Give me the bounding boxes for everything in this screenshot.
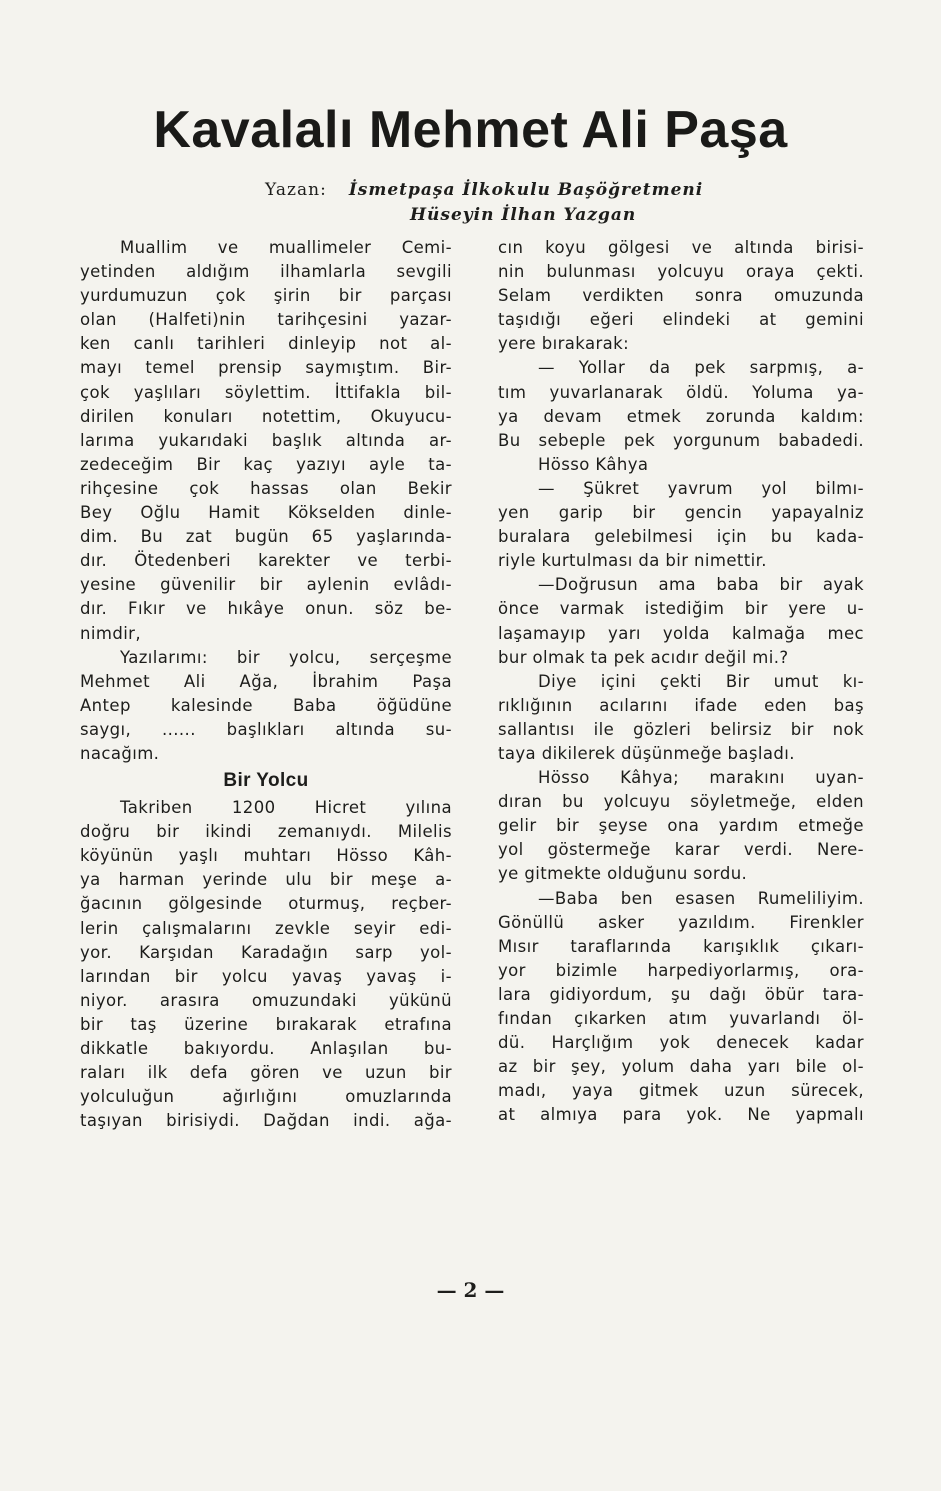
- text-line: doğru bir ikindi zemanıydı. Milelis: [80, 822, 452, 842]
- text-line: Hösso Kâhya; marakını uyan-: [538, 768, 864, 788]
- text-line: saygı, ...... başlıkları altında su-: [80, 719, 452, 739]
- text-line: Bu sebeple pek yorgunum babadedi.: [498, 430, 864, 450]
- article-title: Kavalalı Mehmet Ali Paşa: [153, 101, 788, 159]
- text-line: — Şükret yavrum yol bilmı-: [538, 478, 864, 498]
- text-line: nacağım.: [80, 743, 160, 763]
- text-line: taşıyan birisiydi. Dağdan indi. ağa-: [80, 1111, 452, 1131]
- text-line: yesine güvenilir bir aylenin evlâdı-: [80, 575, 452, 595]
- byline-name: Hüseyin İlhan Yazgan: [410, 205, 637, 225]
- text-line: yor bizimle harpediyorlarmış, ora-: [498, 960, 864, 980]
- text-line: ye gitmekte olduğunu sordu.: [498, 864, 748, 884]
- text-line: taya dikilerek düşünmeğe başladı.: [498, 743, 795, 763]
- text-line: Selam verdikten sonra omuzunda: [498, 286, 864, 306]
- page-number: — 2 —: [436, 1278, 505, 1302]
- byline-label: Yazan:: [265, 180, 327, 200]
- text-line: niyor. arasıra omuzundaki yükünü: [80, 990, 452, 1010]
- text-line: yere bırakarak:: [498, 334, 630, 354]
- text-line: köyünün yaşlı muhtarı Hösso Kâh-: [80, 846, 452, 866]
- text-line: taşıdığı eğeri elindeki at gemini: [498, 310, 864, 330]
- left-column: [80, 236, 452, 1133]
- text-line: çok yaşlıları söylettim. İttifakla bil-: [80, 382, 452, 402]
- text-line: ken canlı tarihleri dinleyip not al-: [80, 334, 452, 354]
- text-line: raları ilk defa gören ve uzun bir: [80, 1063, 452, 1083]
- text-line: Muallim ve muallimeler Cemi-: [120, 238, 452, 257]
- text-line: dikkatle bakıyordu. Anlaşılan bu-: [80, 1039, 452, 1058]
- text-line: Antep kalesinde Baba öğüdüne: [80, 695, 452, 715]
- text-line: bir taş üzerine bırakarak etrafına: [80, 1014, 452, 1034]
- text-line: yor. Karşıdan Karadağın sarp yol-: [80, 942, 452, 962]
- text-line: bur olmak ta pek acıdır değil mi.?: [498, 647, 789, 667]
- text-line: nimdir,: [80, 623, 142, 643]
- text-line: ya devam etmek zorunda kaldım:: [498, 406, 864, 426]
- text-line: —Doğrusun ama baba bir ayak: [538, 575, 864, 595]
- text-line: rıklığının acılarını ifade eden baş: [498, 695, 864, 715]
- text-line: dü. Harçlığım yok denecek kadar: [498, 1033, 864, 1053]
- text-line: gelir bir şeyse ona yardım etmeğe: [498, 816, 864, 836]
- text-line: az bir şey, yolum daha yarı bile ol-: [498, 1057, 864, 1077]
- text-line: yetinden aldığım ilhamlarla sevgili: [80, 262, 452, 282]
- text-line: laşamayıp yarı yolda kalmağa mec: [498, 623, 864, 643]
- text-line: Diye içini çekti Bir umut kı-: [538, 671, 864, 691]
- text-line: Gönüllü asker yazıldım. Firenkler: [498, 912, 864, 932]
- text-line: Mehmet Ali Ağa, İbrahim Paşa: [80, 671, 452, 691]
- text-line: yurdumuzun çok şirin bir parçası: [80, 286, 452, 306]
- text-line: larıma yukarıdaki başlık altında ar-: [80, 430, 452, 450]
- text-line: yen garip bir gencin yapayalniz: [498, 503, 864, 523]
- section-heading: Bir Yolcu: [223, 770, 309, 792]
- right-column: [498, 236, 864, 1127]
- text-line: mayı temel prensip saymıştım. Bir-: [80, 358, 452, 378]
- text-line: olan (Halfeti)nin tarihçesini yazar-: [80, 310, 452, 330]
- text-line: —Baba ben esasen Rumeliliyim.: [538, 888, 864, 908]
- text-line: Takriben 1200 Hicret yılına: [120, 798, 452, 818]
- text-line: fından çıkarken atım yuvarlandı öl-: [498, 1009, 864, 1028]
- text-line: riyle kurtulması da bir nimettir.: [498, 551, 767, 571]
- text-line: at almıya para yok. Ne yapmalı: [498, 1105, 864, 1125]
- text-line: — Yollar da pek sarpmış, a-: [538, 358, 864, 378]
- text-line: larından bir yolcu yavaş yavaş i-: [80, 966, 452, 986]
- text-line: rihçesine çok hassas olan Bekir: [80, 478, 452, 498]
- text-line: lerin çalışmalarını zevkle seyir edi-: [80, 918, 452, 938]
- byline: [265, 180, 703, 200]
- text-line: dıran bu yolcuyu söyletmeğe, elden: [498, 792, 864, 812]
- text-line: Mısır taraflarında karışıklık çıkarı-: [498, 936, 864, 956]
- text-line: zedeceğim Bir kaç yazıyı ayle ta-: [80, 454, 452, 474]
- text-line: Bey Oğlu Hamit Kökselden dinle-: [80, 503, 452, 523]
- text-line: ğacının gölgesinde oturmuş, reçber-: [80, 894, 452, 914]
- text-line: dır. Ötedenberi karekter ve terbi-: [80, 551, 452, 571]
- text-line: önce varmak istediğim bir yere u-: [498, 599, 864, 619]
- text-line: dır. Fıkır ve hıkâye onun. söz be-: [80, 599, 452, 619]
- text-line: sallantısı ile gözleri belirsiz bir nok: [498, 719, 864, 739]
- text-line: yol göstermeğe karar verdi. Nere-: [498, 840, 864, 860]
- text-line: ya harman yerinde ulu bir meşe a-: [80, 870, 452, 890]
- byline-role: İsmetpaşa İlkokulu Başöğretmeni: [348, 180, 704, 200]
- text-line: cın koyu gölgesi ve altında birisi-: [498, 238, 864, 257]
- text-line: nin bulunması yolcuyu oraya çekti.: [498, 262, 864, 282]
- text-line: madı, yaya gitmek uzun sürecek,: [498, 1081, 864, 1101]
- text-line: dirilen konuları notettim, Okuyucu-: [80, 406, 452, 426]
- text-line: Hösso Kâhya: [538, 454, 649, 474]
- text-line: tım yuvarlanarak öldü. Yoluma ya-: [498, 382, 864, 402]
- text-line: buralara gelebilmesi için bu kada-: [498, 527, 864, 547]
- text-line: dim. Bu zat bugün 65 yaşlarında-: [80, 527, 452, 547]
- text-line: yolculuğun ağırlığını omuzlarında: [80, 1087, 452, 1107]
- text-line: lara gidiyordum, şu dağı öbür tara-: [498, 984, 864, 1004]
- text-line: Yazılarımı: bir yolcu, serçeşme: [120, 647, 452, 667]
